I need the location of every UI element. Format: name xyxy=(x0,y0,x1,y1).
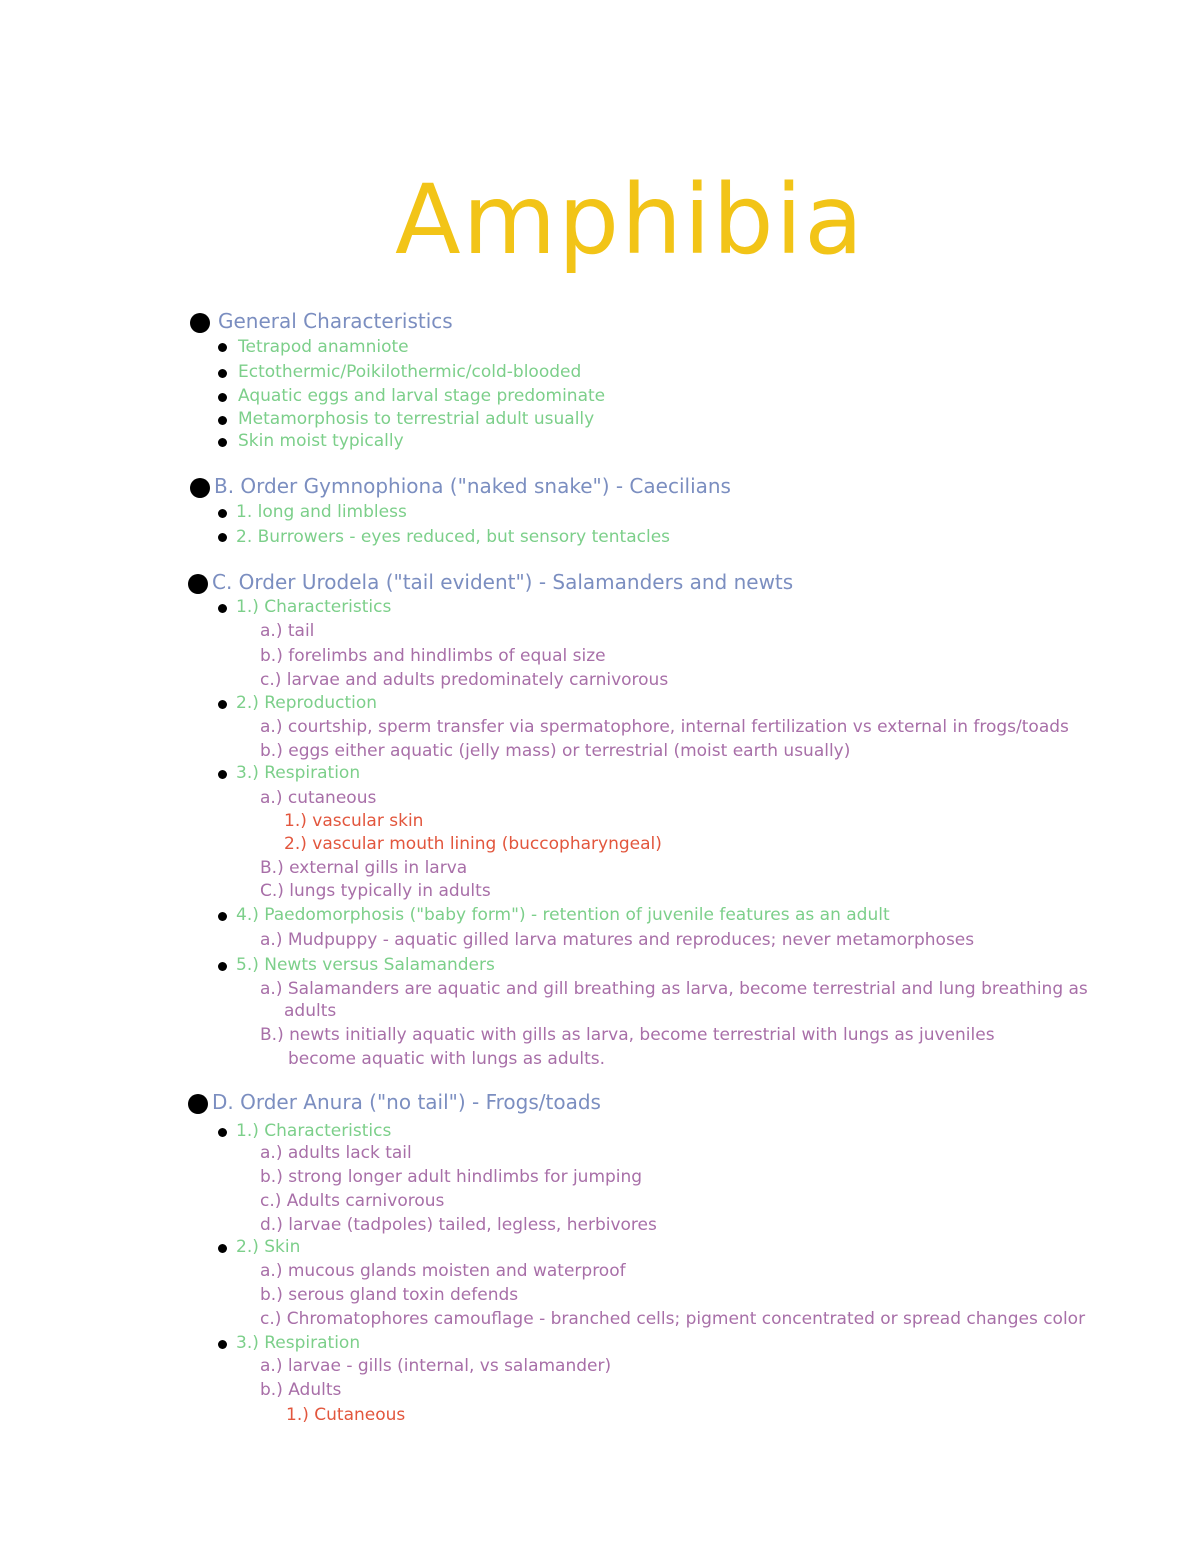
list-item: 3.) Respiration xyxy=(236,1333,361,1353)
item-bullet xyxy=(218,1244,227,1253)
list-item: a.) courtship, sperm transfer via spermatophore, internal fertilization vs external in frogs/toads xyxy=(260,717,1069,737)
list-item: c.) Adults carnivorous xyxy=(260,1191,445,1211)
list-item: a.) larvae - gills (internal, vs salamander) xyxy=(260,1356,612,1376)
list-item: 1.) Cutaneous xyxy=(286,1405,406,1425)
list-item: a.) adults lack tail xyxy=(260,1143,412,1163)
list-item: B.) external gills in larva xyxy=(260,858,468,878)
item-bullet xyxy=(218,416,227,425)
list-item: Ectothermic/Poikilothermic/cold-blooded xyxy=(238,362,582,382)
section-heading: C. Order Urodela ("tail evident") - Salamanders and newts xyxy=(212,570,794,594)
list-item: 1.) Characteristics xyxy=(236,597,392,617)
list-item: 5.) Newts versus Salamanders xyxy=(236,955,495,975)
list-item: 1. long and limbless xyxy=(236,502,407,522)
list-item: a.) tail xyxy=(260,621,315,641)
section-bullet xyxy=(190,313,210,333)
list-item: Aquatic eggs and larval stage predominate xyxy=(238,386,606,406)
list-item: adults xyxy=(284,1001,337,1021)
item-bullet xyxy=(218,1340,227,1349)
item-bullet xyxy=(218,1128,227,1137)
item-bullet xyxy=(218,533,227,542)
list-item: become aquatic with lungs as adults. xyxy=(288,1049,606,1069)
section-bullet xyxy=(188,574,208,594)
list-item: c.) Chromatophores camouflage - branched cells; pigment concentrated or spread changes color xyxy=(260,1309,1086,1329)
list-item: c.) larvae and adults predominately carnivorous xyxy=(260,670,669,690)
list-item: a.) Salamanders are aquatic and gill breathing as larva, become terrestrial and lung breathing as xyxy=(260,979,1088,999)
item-bullet xyxy=(218,770,227,779)
list-item: b.) Adults xyxy=(260,1380,342,1400)
list-item: b.) strong longer adult hindlimbs for jumping xyxy=(260,1167,643,1187)
item-bullet xyxy=(218,509,227,518)
page-title: Amphibia xyxy=(394,164,866,276)
list-item: a.) Mudpuppy - aquatic gilled larva matures and reproduces; never metamorphoses xyxy=(260,930,975,950)
list-item: 3.) Respiration xyxy=(236,763,361,783)
list-item: b.) serous gland toxin defends xyxy=(260,1285,519,1305)
list-item: 1.) Characteristics xyxy=(236,1121,392,1141)
section-heading: B. Order Gymnophiona ("naked snake") - Caecilians xyxy=(214,474,731,498)
list-item: 2. Burrowers - eyes reduced, but sensory tentacles xyxy=(236,527,671,547)
list-item: Tetrapod anamniote xyxy=(238,337,409,357)
list-item: Metamorphosis to terrestrial adult usually xyxy=(238,409,595,429)
list-item: C.) lungs typically in adults xyxy=(260,881,491,901)
item-bullet xyxy=(218,369,227,378)
section-bullet xyxy=(188,1094,208,1114)
section-bullet xyxy=(190,478,210,498)
list-item: 4.) Paedomorphosis ("baby form") - retention of juvenile features as an adult xyxy=(236,905,890,925)
section-heading: General Characteristics xyxy=(218,309,453,333)
section-heading: D. Order Anura ("no tail") - Frogs/toads xyxy=(212,1090,601,1114)
list-item: B.) newts initially aquatic with gills as larva, become terrestrial with lungs as juveniles xyxy=(260,1025,995,1045)
list-item: 2.) Reproduction xyxy=(236,693,378,713)
item-bullet xyxy=(218,962,227,971)
item-bullet xyxy=(218,438,227,447)
item-bullet xyxy=(218,343,227,352)
list-item: 1.) vascular skin xyxy=(284,811,424,831)
list-item: a.) mucous glands moisten and waterproof xyxy=(260,1261,626,1281)
list-item: b.) eggs either aquatic (jelly mass) or terrestrial (moist earth usually) xyxy=(260,741,851,761)
list-item: d.) larvae (tadpoles) tailed, legless, herbivores xyxy=(260,1215,657,1235)
item-bullet xyxy=(218,604,227,613)
item-bullet xyxy=(218,700,227,709)
list-item: 2.) vascular mouth lining (buccopharyngeal) xyxy=(284,834,662,854)
item-bullet xyxy=(218,912,227,921)
list-item: a.) cutaneous xyxy=(260,788,377,808)
list-item: 2.) Skin xyxy=(236,1237,301,1257)
item-bullet xyxy=(218,393,227,402)
list-item: b.) forelimbs and hindlimbs of equal size xyxy=(260,646,606,666)
list-item: Skin moist typically xyxy=(238,431,404,451)
